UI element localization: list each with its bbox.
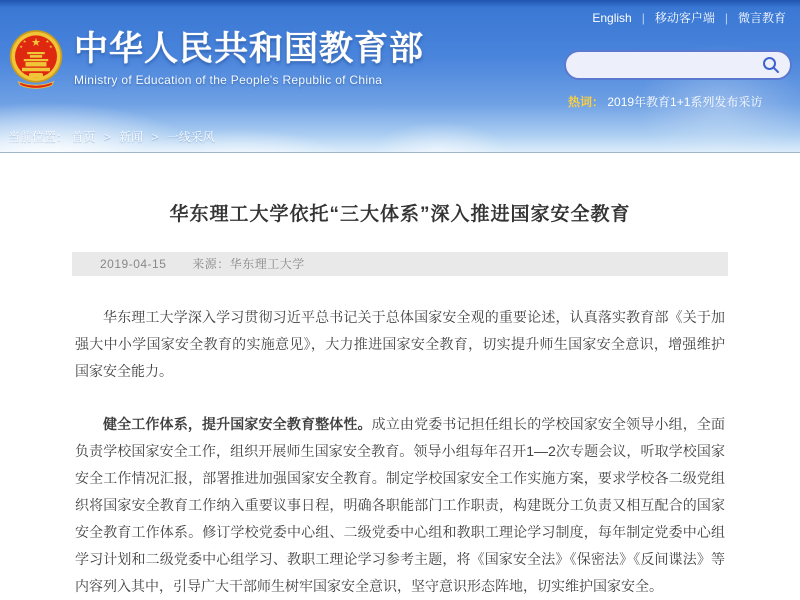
site-title-block [74,27,424,87]
link-separator: | [641,10,645,25]
article-panel [0,153,800,594]
article-source-label: 来源： [192,257,230,271]
hot-word-link[interactable]: 2019年教育1+1系列发布采访 [607,95,763,109]
link-weiyan-education[interactable]: 微言教育 [737,11,786,25]
search-icon [761,55,781,75]
site-title-chinese: 中华人民共和国教育部 [74,30,424,68]
hot-words-label: 热词： [568,95,605,109]
hot-words-line [564,93,794,110]
search-input[interactable] [580,53,760,77]
site-logo[interactable] [8,27,424,91]
breadcrumb-label: 当前位置： [8,130,69,144]
breadcrumb [8,128,215,145]
paragraph-text: 华东理工大学深入学习贯彻习近平总书记关于总体国家安全观的重要论述，认真落实教育部《关于加强大中小学国家安全教育的实施意见》，大力推进国家安全教育，切实提升师生国家安全意识，增强维护国家安全能力。 [75,309,725,379]
site-title-english: Ministry of Education of the People's Republic of China [74,73,383,88]
link-separator: | [724,10,728,25]
article-paragraph [75,304,725,385]
national-emblem-icon [8,27,64,91]
breadcrumb-separator: > [103,130,111,144]
article-source-name: 华东理工大学 [229,257,305,271]
article-body [75,304,725,600]
breadcrumb-news[interactable]: 新闻 [119,130,144,144]
article-paragraph [75,411,725,600]
top-utility-nav [592,9,786,26]
link-mobile-client[interactable]: 移动客户端 [654,11,715,25]
article-date: 2019-04-15 [100,257,167,271]
link-english[interactable]: English [592,10,632,25]
search-box [564,50,792,80]
article-source [192,257,305,271]
paragraph-lead: 健全工作体系，提升国家安全教育整体性。 [103,416,372,432]
search-area [564,50,794,110]
article-meta-bar [72,252,728,276]
paragraph-text: 成立由党委书记担任组长的学校国家安全领导小组，全面负责学校国家安全工作，组织开展师生国家安全教育。领导小组每年召开1—2次专题会议，听取学校国家安全工作情况汇报，部署推进加强国家安全教育。制定学校国家安全工作实施方案，要求学校各二级党组织将国家安全教育工作纳入重要议事日程，明确各职能部门工作职责，构建既分工负责又相互配合的国家安全教育工作体系。修订学校党委中心组、二级党委中心组和教职工理论学习制度，每年制定党委中心组学习计划和二级党委中心组学习、教职工理论学习参考主题，将《国家安全法》《保密法》《反间谍法》等内容列入其中，引导广大干部师生树牢国家安全意识，坚守意识形态阵地，切实维护国家安全。 [75,416,726,594]
breadcrumb-home[interactable]: 首页 [71,130,96,144]
search-button[interactable] [760,54,782,76]
article-title: 华东理工大学依托“三大体系”深入推进国家安全教育 [169,204,631,225]
breadcrumb-separator: > [151,130,159,144]
site-header [0,0,800,153]
breadcrumb-frontline[interactable]: 一线采风 [166,130,215,144]
